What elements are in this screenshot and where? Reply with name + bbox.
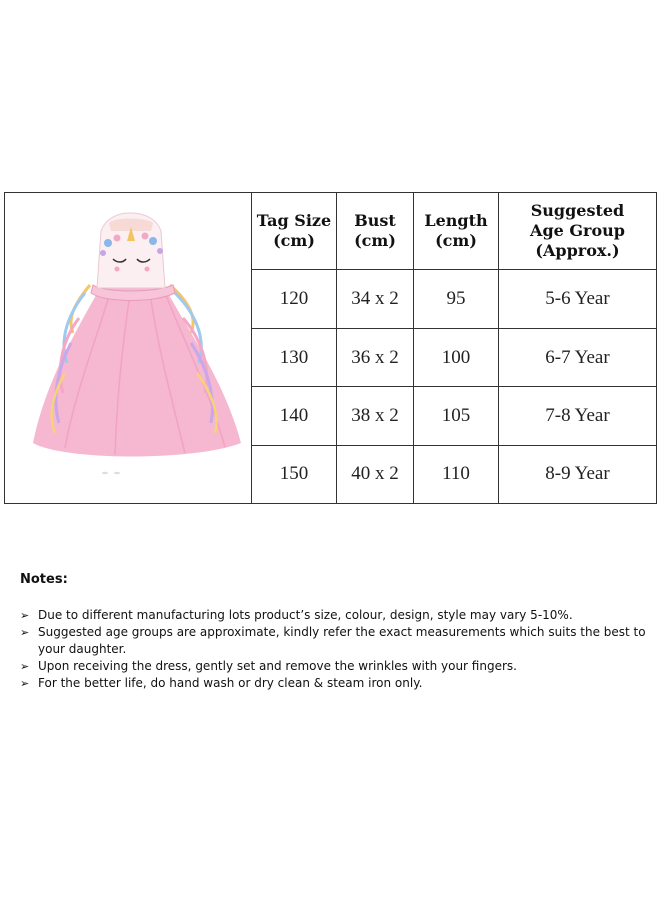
arrow-bullet-icon: ➢ <box>20 626 30 639</box>
notes-list <box>20 607 650 692</box>
header-length <box>414 193 499 270</box>
cell-length: 100 <box>414 328 499 386</box>
cell-tag-size: 140 <box>252 387 337 445</box>
cell-bust: 36 x 2 <box>337 328 414 386</box>
cell-tag-size: 120 <box>252 270 337 328</box>
cell-tag-size: 130 <box>252 328 337 386</box>
note-text: For the better life, do hand wash or dry clean & steam iron only. <box>38 676 423 690</box>
notes-section <box>20 572 650 692</box>
header-line: Suggested <box>530 201 625 221</box>
arrow-bullet-icon: ➢ <box>20 609 30 622</box>
cell-length: 95 <box>414 270 499 328</box>
list-item <box>20 624 650 658</box>
header-tag-size <box>252 193 337 270</box>
cell-length: 105 <box>414 387 499 445</box>
size-chart-table <box>4 192 657 504</box>
list-item <box>20 658 650 675</box>
pink-unicorn-dress-image <box>5 193 251 503</box>
header-bust <box>337 193 414 270</box>
header-line: Bust <box>354 211 396 231</box>
arrow-bullet-icon: ➢ <box>20 660 30 673</box>
cell-age-group: 6-7 Year <box>499 328 657 386</box>
note-text: Suggested age groups are approximate, kindly refer the exact measurements which suits the best to your daughter. <box>38 625 646 656</box>
header-line: (Approx.) <box>535 241 620 261</box>
cell-bust: 34 x 2 <box>337 270 414 328</box>
header-line: Length <box>424 211 488 231</box>
header-line: (cm) <box>435 231 477 251</box>
product-image-cell <box>5 193 252 504</box>
cell-bust: 38 x 2 <box>337 387 414 445</box>
note-text: Due to different manufacturing lots product’s size, colour, design, style may vary 5-10%. <box>38 608 573 622</box>
header-age-group <box>499 193 657 270</box>
arrow-bullet-icon: ➢ <box>20 677 30 690</box>
list-item <box>20 607 650 624</box>
header-line: Age Group <box>530 221 625 241</box>
cell-age-group: 7-8 Year <box>499 387 657 445</box>
header-line: (cm) <box>273 231 315 251</box>
notes-title: Notes: <box>20 572 68 587</box>
header-line: (cm) <box>354 231 396 251</box>
header-line: Tag Size <box>256 211 332 231</box>
cell-tag-size: 150 <box>252 445 337 503</box>
list-item <box>20 675 650 692</box>
cell-age-group: 8-9 Year <box>499 445 657 503</box>
cell-bust: 40 x 2 <box>337 445 414 503</box>
cell-age-group: 5-6 Year <box>499 270 657 328</box>
note-text: Upon receiving the dress, gently set and remove the wrinkles with your fingers. <box>38 659 517 673</box>
cell-length: 110 <box>414 445 499 503</box>
table-header-row <box>5 193 657 270</box>
